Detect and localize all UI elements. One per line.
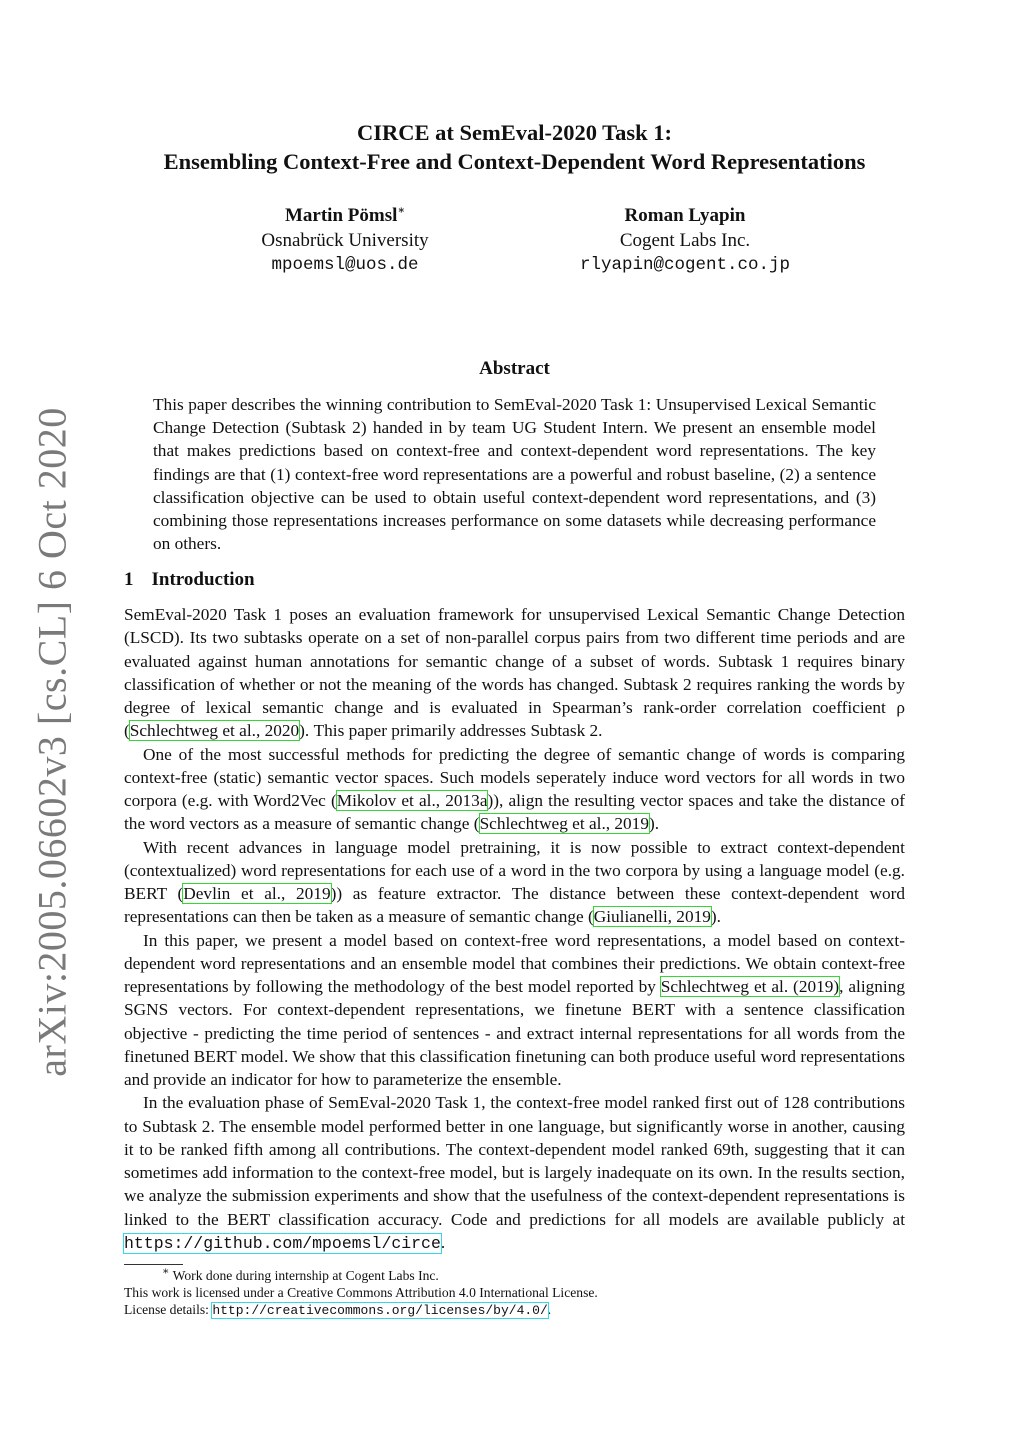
license-note: This work is licensed under a Creative Commons Attribution 4.0 International License. [124,1285,598,1300]
abstract-heading: Abstract [479,358,550,379]
github-url-link[interactable]: https://github.com/mpoemsl/circe [124,1233,441,1253]
citation-link[interactable]: Schlechtweg et al., 2020 [129,721,300,741]
author-name: Martin Pömsl∗ [284,204,405,226]
footnote-1: ∗ Work done during internship at Cogent Labs Inc. [162,1265,439,1283]
author-block-1 [220,203,470,278]
author-affiliation: Osnabrück University [261,230,429,251]
section-heading [124,567,255,592]
section-title: Introduction [151,569,255,590]
citation-link[interactable]: Schlechtweg et al., 2019 [479,814,649,834]
author-email: mpoemsl@uos.de [271,255,419,275]
paper-title [124,118,905,176]
arxiv-side-stamp: arXiv:2005.06602v3 [cs.CL] 6 Oct 2020 [29,407,75,1077]
footnotes [124,1267,905,1319]
license-details: License details: http://creativecommons.org/licenses/by/4.0/. [124,1302,552,1318]
section-body [124,603,905,1255]
author-email: rlyapin@cogent.co.jp [579,255,791,275]
footnote-mark: ∗ [397,204,405,217]
paragraph-2: One of the most successful methods for predicting the degree of semantic change of words is comparing context-free (static) semantic vector spaces. Such models seperately induce word vectors for all words in two corpora (e.g. with Word2Vec (Mikolov et al., 2013a)), align the resulting vector spaces and take the distance of the word vectors as a measure of semantic change (Schlechtweg et al., 2019). [124,744,905,834]
title-line-1: CIRCE at SemEval-2020 Task 1: [356,120,673,145]
citation-link[interactable]: Schlechtweg et al. (2019) [660,977,840,996]
author-block-2 [560,203,810,278]
section-number: 1 [124,569,134,590]
paragraph-5: In the evaluation phase of SemEval-2020 Task 1, the context-free model ranked first out of 128 contributions to Subtask 2. The ensemble model performed better in one language, but significantly worse in another, causing it to be ranked fifth among all contributions. The context-dependent model ranked 69th, suggesting that it can sometimes add information to the context-free model, but is largely inadequate on its own. In the results section, we analyze the submission experiments and show that the usefulness of the context-dependent representations is linked to the BERT classification accuracy. Code and predictions for all models are available publicly at https://github.com/mpoemsl/circe. [124,1093,905,1253]
author-name: Roman Lyapin [624,205,746,226]
paragraph-1: SemEval-2020 Task 1 poses an evaluation framework for unsupervised Lexical Semantic Change Detection (LSCD). Its two subtasks operate on a set of non-parallel corpus pairs from two different time periods and are evaluated against human annotations for semantic change of a subset of words. Subtask 1 requires binary classification of whether or not the meaning of the words has changed. Subtask 2 requires ranking the words by degree of lexical semantic change and is evaluated in Spearman’s rank-order correlation coefficient ρ (Schlechtweg et al., 2020). This paper primarily addresses Subtask 2. [124,605,905,741]
footnote-rule [124,1264,183,1265]
citation-link[interactable]: Giulianelli, 2019 [593,907,711,927]
author-affiliation: Cogent Labs Inc. [619,230,751,251]
license-url-link[interactable]: http://creativecommons.org/licenses/by/4.0/ [212,1303,548,1318]
abstract-text: This paper describes the winning contribution to SemEval-2020 Task 1: Unsupervised Lexical Semantic Change Detection (Subtask 2) handed in by team UG Student Intern. We present an ensemble model that makes predictions based on context-free and context-dependent word representations. The key findings are that (1) context-free word representations are a powerful and robust baseline, (2) a sentence classification objective can be used to obtain useful context-dependent word representations, and (3) combining those representations increases performance on some datasets while decreasing performance on others. [153,395,876,554]
citation-link[interactable]: Mikolov et al., 2013a [336,791,488,810]
paragraph-4: In this paper, we present a model based on context-free word representations, a model based on context-dependent word representations and an ensemble model that combines their predictions. We obtain context-free representations by following the methodology of the best model reported by Schlechtweg et al. (2019), aligning SGNS vectors. For context-dependent representations, we finetune BERT with a sentence classification objective - predicting the time period of sentences - and extract internal representations for all words from the finetuned BERT model. We show that this classification finetuning can both produce useful word representations and provide an indicator for how to parameterize the ensemble. [124,930,906,1089]
citation-link[interactable]: Devlin et al., 2019 [183,884,331,903]
paragraph-3: With recent advances in language model pretraining, it is now possible to extract context-dependent (contextualized) word representations for each use of a word in the two corpora by using a language model (e.g. BERT (Devlin et al., 2019)) as feature extractor. The distance between these context-dependent word representations can then be taken as a measure of semantic change (Giulianelli, 2019). [124,837,905,927]
title-line-2: Ensembling Context-Free and Context-Dependent Word Representations [163,149,866,174]
